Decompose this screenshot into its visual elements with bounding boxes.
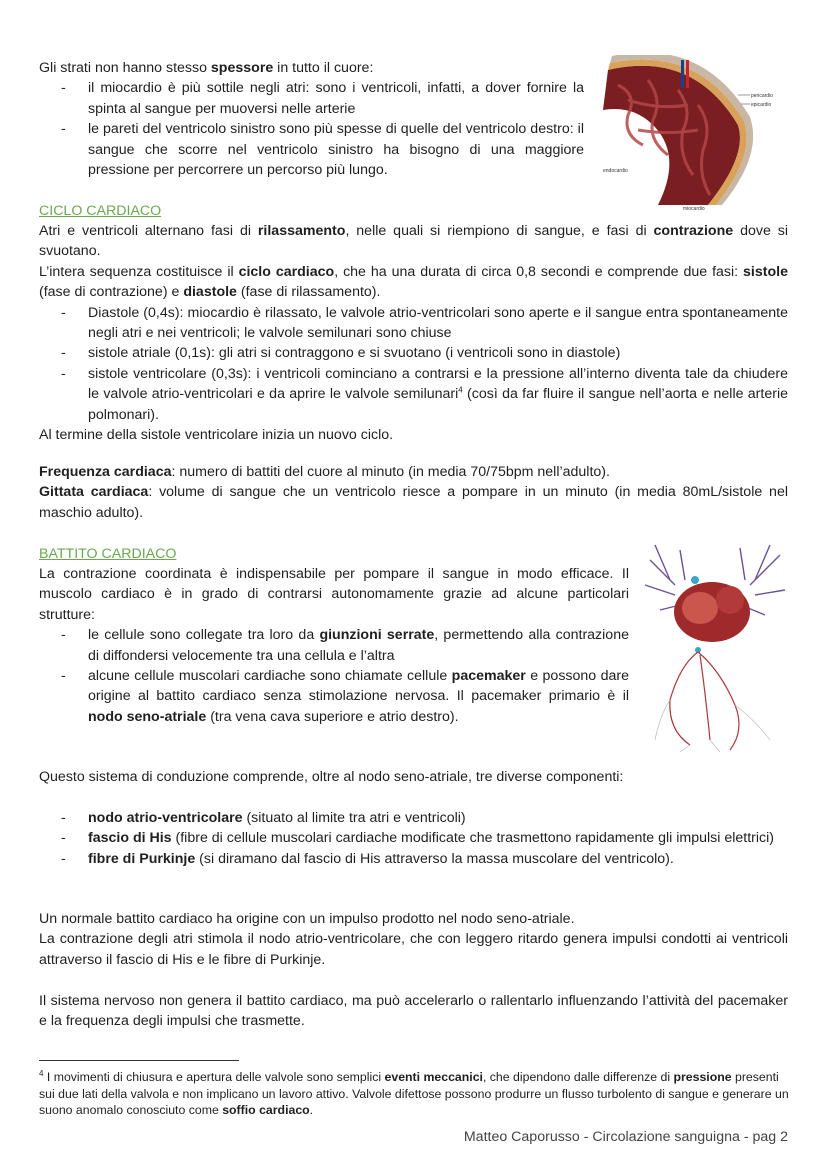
battito-paragraph-4: La contrazione degli atri stimola il nodo atrio-ventricolare, che con leggero ritardo genera impulsi condotti ai ventricoli attraverso il fascio di His e le fibre di Purkinje.: [39, 931, 788, 968]
heading-battito-cardiaco: BATTITO CARDIACO: [39, 546, 177, 562]
intro-block: [39, 58, 584, 180]
intro-bullets: [39, 78, 584, 180]
ciclo-paragraph-2: L’intera sequenza costituisce il ciclo cardiaco, che ha una durata di circa 0,8 secondi e comprende due fasi: sistole (fase di contrazione) e diastole (fase di rilassamento).: [39, 263, 788, 301]
list-item: - sistole ventricolare (0,3s): i ventricoli cominciano a contrarsi e la pressione all’interno diventa tale da chiudere le valvole atrio-ventricolari e da aprire le valvole semilunari$^4$ (così da far fluire il sangue nell’aorta e nelle arterie polmonari).: [39, 364, 788, 425]
ciclo-block: [39, 221, 788, 445]
ciclo-paragraph-1: Atri e ventricoli alternano fasi di rilassamento, nelle quali si riempiono di sangue, e fasi di contrazione dove si svuotano.: [39, 223, 788, 260]
battito-structures-list: [39, 625, 629, 727]
conduction-components-block: [39, 808, 788, 869]
battito-closing-block: [39, 909, 788, 1031]
page-footer: Matteo Caporusso - Circolazione sanguigna - pag 2: [463, 1129, 788, 1145]
conduction-components-list: [39, 808, 788, 869]
definitions-block: [39, 462, 788, 523]
list-item: - fibre di Purkinje (si diramano dal fascio di His attraverso la massa muscolare del ventricolo).: [39, 849, 788, 869]
list-item: - fascio di His (fibre di cellule muscolari cardiache modificate che trasmettono rapidamente gli impulsi elettrici): [39, 828, 788, 848]
label-epicardio: epicardio: [751, 102, 772, 108]
heart-wall-illustration: [598, 55, 793, 215]
intro-lead: Gli strati non hanno stesso spessore in tutto il cuore:: [39, 60, 374, 76]
ciclo-phases-list: [39, 303, 788, 425]
label-miocardio: miocardio: [683, 206, 705, 212]
label-endocardio: endocardio: [603, 168, 628, 174]
battito-paragraph-3: Un normale battito cardiaco ha origine con un impulso prodotto nel nodo seno-atriale.: [39, 911, 575, 927]
list-item: - le cellule sono collegate tra loro da giunzioni serrate, permettendo alla contrazione di diffondersi velocemente tra una cellula e l’altra: [39, 625, 629, 666]
spacer: [39, 970, 788, 990]
list-item: - alcune cellule muscolari cardiache sono chiamate cellule pacemaker e possono dare origine al battito cardiaco senza stimolazione nervosa. Il pacemaker primario è il nodo seno-atriale (tra vena cava superiore e atrio destro).: [39, 666, 629, 727]
conduction-intro-block: [39, 767, 629, 787]
list-item: - sistole atriale (0,1s): gli atri si contraggono e si svuotano (i ventricoli sono in diastole): [39, 343, 788, 363]
footnote-divider: [39, 1060, 239, 1061]
footnote-ref: 4: [458, 385, 463, 395]
battito-block: [39, 564, 629, 727]
ciclo-paragraph-3: Al termine della sistole ventricolare inizia un nuovo ciclo.: [39, 427, 394, 444]
frequenza-cardiaca-definition: Frequenza cardiaca: numero di battiti del cuore al minuto (in media 70/75bpm nell’adulto).: [39, 464, 610, 480]
list-item: - nodo atrio-ventricolare (situato al limite tra atri e ventricoli): [39, 808, 788, 828]
list-item: - il miocardio è più sottile negli atri: sono i ventricoli, infatti, a dover fornire la spinta al sangue per muoversi nelle arterie: [39, 78, 584, 119]
heading-ciclo-cardiaco: CICLO CARDIACO: [39, 203, 162, 219]
label-pericardio: pericardio: [751, 93, 773, 99]
list-item: - Diastole (0,4s): miocardio è rilassato, le valvole atrio-ventricolari sono aperte e il sangue entra spontaneamente negli atri e nei ventricoli; le valvole semilunari sono chiuse: [39, 303, 788, 344]
gittata-cardiaca-definition: Gittata cardiaca: volume di sangue che un ventricolo riesce a pompare in un minuto (in media 80mL/sistole nel maschio adulto).: [39, 484, 788, 521]
battito-paragraph-2: Questo sistema di conduzione comprende, oltre al nodo seno-atriale, tre diverse componenti:: [39, 769, 624, 785]
list-item: - le pareti del ventricolo sinistro sono più spesse di quelle del ventricolo destro: il sangue che scorre nel ventricolo sinistro ha bisogno di una maggiore pressione per percorrere un percorso più lungo.: [39, 119, 584, 180]
battito-paragraph-1: La contrazione coordinata è indispensabile per pompare il sangue in modo efficace. Il muscolo cardiaco è in grado di contrarsi autonomamente grazie ad alcune particolari strutture:: [39, 566, 629, 623]
heart-conduction-illustration: [640, 540, 790, 755]
footnote: $^4$ I movimenti di chiusura e apertura delle valvole sono semplici eventi meccanici, che dipendono dalle differenze di pressione presenti sui due lati della valvola e non implicano un lavoro attivo. Valvole difettose possono produrre un flusso turbolento di sangue e generare un suono anomalo conosciuto come soffio cardiaco.: [39, 1068, 789, 1117]
battito-paragraph-5: Il sistema nervoso non genera il battito cardiaco, ma può accelerarlo o rallentarlo influenzando l’attività del pacemaker e la frequenza degli impulsi che trasmette.: [39, 992, 788, 1030]
